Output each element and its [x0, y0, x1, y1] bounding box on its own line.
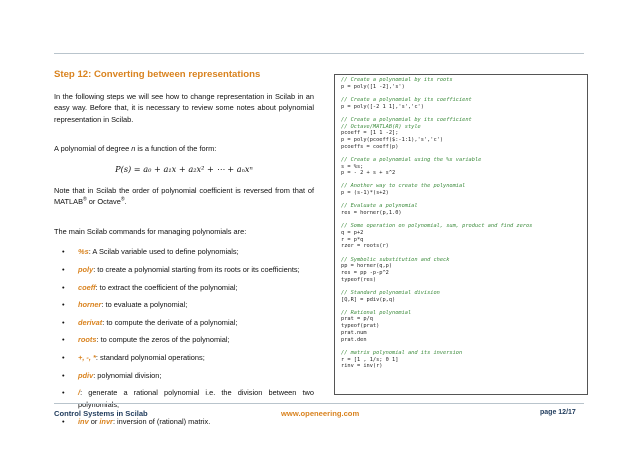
- command-description: : to evaluate a polynomial;: [101, 300, 188, 310]
- code-block: [341, 223, 581, 250]
- code-line: typeof(res): [341, 276, 377, 283]
- command-item: [54, 299, 314, 311]
- code-comment: // Rational polynomial: [341, 309, 412, 316]
- command-item: [54, 282, 314, 294]
- code-line: p = (s-1)*(s+2): [341, 190, 389, 197]
- commands-intro: The main Scilab commands for managing polynomials are:: [54, 226, 247, 236]
- code-line: prat.num: [341, 329, 367, 336]
- code-line: rzer = roots(r): [341, 243, 389, 250]
- bullet-icon: •: [62, 282, 65, 292]
- footer-rule: [54, 403, 584, 404]
- command-item: [54, 264, 314, 276]
- command-name: +, -, *: [78, 352, 96, 362]
- page-number: page 12/17: [540, 409, 576, 416]
- command-name: roots: [78, 335, 97, 345]
- bullet-icon: •: [62, 264, 65, 274]
- intro-paragraph: In the following steps we will see how to change representation in Scilab in an easy way. Before that, it is necessary to review some notes about polynomial representation in Scilab.: [54, 91, 314, 124]
- code-block: [341, 117, 581, 151]
- code-comment: // Octave/MATLAB(R) style: [341, 123, 421, 130]
- command-name: %s: [78, 247, 89, 257]
- bullet-icon: •: [62, 417, 65, 427]
- command-name: /: [78, 388, 81, 398]
- command-name: derivat: [78, 317, 103, 327]
- code-block: [341, 290, 581, 303]
- code-line: res = pp -p-p^2: [341, 269, 389, 276]
- footer-website-link[interactable]: www.openeering.com: [281, 409, 360, 418]
- command-description: : inversion of (rational) matrix.: [112, 417, 211, 427]
- command-description: : to compute the derivate of a polynomial;: [102, 317, 238, 327]
- command-name: inv: [78, 417, 89, 427]
- bullet-icon: •: [62, 352, 65, 362]
- degree-variable: n: [131, 144, 136, 154]
- command-description: : to create a polynomial starting from its roots or its coefficients;: [93, 264, 300, 274]
- code-line: pp = horner(q,p): [341, 263, 393, 270]
- command-description: : to compute the zeros of the polynomial;: [96, 335, 230, 345]
- section-title: Step 12: Converting between representations: [54, 69, 261, 80]
- code-block: [341, 97, 581, 110]
- bullet-icon: •: [62, 370, 65, 380]
- bullet-icon: •: [62, 388, 65, 398]
- code-block: [341, 310, 581, 344]
- code-comment: // Create a polynomial using the %s variable: [341, 156, 482, 163]
- code-comment: // Create a polynomial by its roots: [341, 77, 453, 83]
- code-block: [341, 257, 581, 284]
- code-comment: // Another way to create the polynomial: [341, 183, 466, 190]
- command-description: : standard polynomial operations;: [95, 352, 205, 362]
- bullet-icon: •: [62, 300, 65, 310]
- code-comment: // Some operation on polynomial, sum, product and find zeros: [341, 223, 533, 230]
- code-block: [341, 350, 581, 370]
- code-comment: // matrix polynomial and its inversion: [341, 349, 463, 356]
- code-line: pcoeff = [1 1 -2];: [341, 130, 399, 137]
- code-comment: // Evaluate a polynomial: [341, 203, 418, 210]
- code-line: s = %s;: [341, 163, 364, 170]
- coefficient-order-note: Note that in Scilab the order of polynomial coefficient is reversed from that of MATLAB® or Octave®.: [54, 185, 314, 207]
- code-line: rinv = inv(r): [341, 363, 383, 370]
- bullet-icon: •: [62, 247, 65, 257]
- command-description: : A Scilab variable used to define polynomials;: [88, 247, 239, 257]
- command-item: [54, 246, 314, 258]
- command-item: [54, 387, 314, 410]
- code-line: p = poly([-2 1 1],'s','c'): [341, 103, 424, 110]
- footer-title: Control Systems in Scilab: [54, 409, 148, 418]
- code-comment: // Symbolic substitution and check: [341, 256, 450, 263]
- code-block: [341, 157, 581, 177]
- command-name: invr: [99, 417, 113, 427]
- command-list: [54, 246, 314, 428]
- header-rule: [54, 53, 584, 54]
- code-line: p = poly([1 -2],'s'): [341, 83, 405, 90]
- code-line: prat.den: [341, 336, 367, 343]
- command-name: horner: [78, 300, 102, 310]
- code-line: [Q,R] = pdiv(p,q): [341, 296, 396, 303]
- polynomial-definition: A polynomial of degree n is a function of the form:: [54, 144, 217, 154]
- code-line: r = p*q: [341, 236, 364, 243]
- bullet-icon: •: [62, 335, 65, 345]
- code-line: p = poly(pcoeff($:-1:1),'s','c'): [341, 136, 444, 143]
- code-comment: // Standard polynomial division: [341, 289, 440, 296]
- command-item: [54, 352, 314, 364]
- command-description: : generate a rational polynomial i.e. the division between two polynomials;: [78, 388, 314, 409]
- code-line: prat = p/q: [341, 316, 373, 323]
- code-block: [341, 183, 581, 196]
- command-item: [54, 317, 314, 329]
- code-comment: // Create a polynomial by its coefficient: [341, 116, 472, 123]
- code-comment: // Create a polynomial by its coefficient: [341, 96, 472, 103]
- text-column: [54, 69, 314, 434]
- code-listing: [334, 74, 588, 395]
- code-line: r = [1 , 1/s; 0 1]: [341, 356, 399, 363]
- command-description: : polynomial division;: [93, 370, 162, 380]
- command-name: pdiv: [78, 370, 94, 380]
- bullet-icon: •: [62, 317, 65, 327]
- command-name: coeff: [78, 282, 96, 292]
- code-line: q = p+2: [341, 229, 364, 236]
- code-line: p = - 2 + s + s^2: [341, 170, 396, 177]
- polynomial-formula: P(s) = a₀ + a₁x + a₂x² + ⋯ + aₙxⁿ: [115, 163, 253, 174]
- command-item: [54, 370, 314, 382]
- code-block: [341, 203, 581, 216]
- code-line: typeof(prat): [341, 323, 380, 330]
- command-item: [54, 334, 314, 346]
- code-line: pcoeffs = coeff(p): [341, 143, 399, 150]
- command-item: • inv or invr: inversion of (rational) matrix.: [62, 417, 211, 427]
- command-description: : to extract the coefficient of the polynomial;: [95, 282, 238, 292]
- command-name: poly: [78, 264, 94, 274]
- code-line: res = horner(p,1.0): [341, 210, 402, 217]
- code-block: [341, 77, 581, 90]
